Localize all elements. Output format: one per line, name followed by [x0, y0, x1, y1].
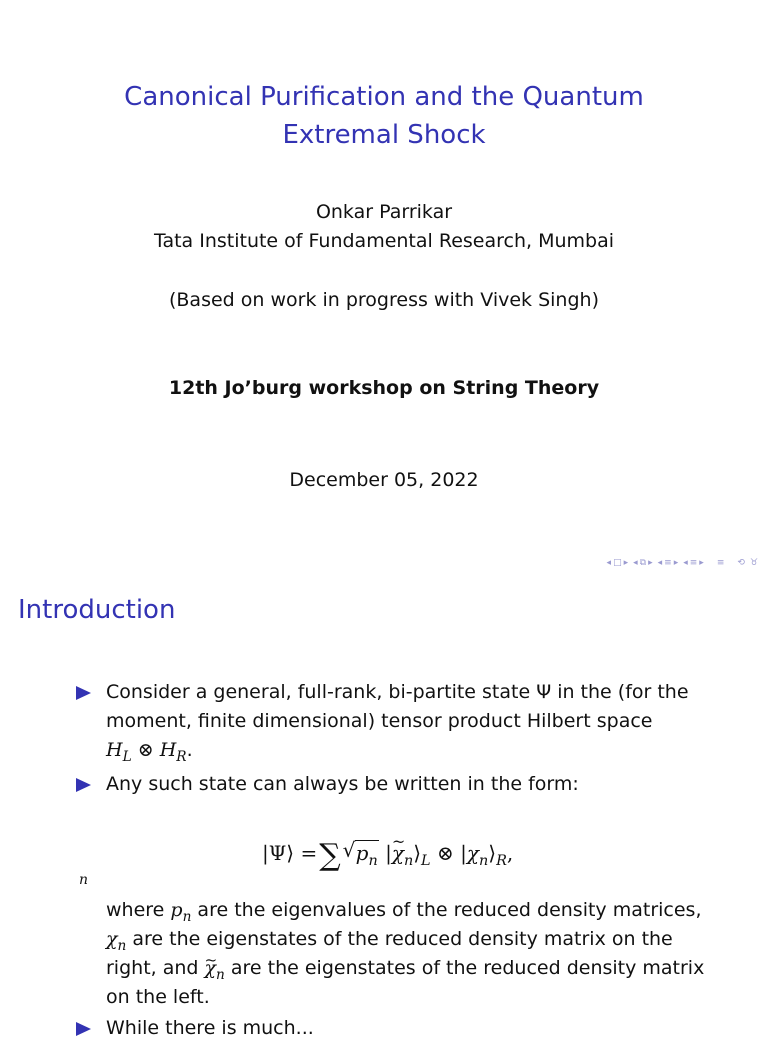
- subsection-prev-icon[interactable]: ◂: [633, 558, 638, 568]
- paragraph-line-1: where $p_n$ are the eigenvalues of the reduced density matrices,: [106, 899, 702, 925]
- bullet-triangle-icon: [76, 1022, 91, 1036]
- collaboration-note: (Based on work in progress with Vivek Singh): [168, 289, 599, 311]
- presentation-title-line-2: Extremal Shock: [282, 120, 486, 150]
- zoom-icon[interactable]: ♉: [749, 558, 758, 568]
- table-of-contents-icon[interactable]: ≡: [716, 558, 725, 568]
- paragraph-line-4: on the left.: [106, 986, 210, 1008]
- search-back-icon[interactable]: ⟲: [737, 558, 745, 568]
- explanation-paragraph: [106, 896, 736, 1012]
- bullet-3-text: While there is much...: [106, 1017, 314, 1039]
- bullet-triangle-icon: [76, 686, 91, 700]
- paragraph-line-3: right, and ~ $\chi_n$ are the eigenstates of the reduced density matrix: [106, 954, 736, 983]
- frame-title: Introduction: [18, 595, 176, 625]
- section-next-icon[interactable]: ▸: [673, 558, 679, 568]
- bullet-triangle-icon: [76, 778, 91, 792]
- bullet-1-line-1: Consider a general, full-rank, bi-partite state Ψ in the (for the: [106, 681, 689, 703]
- subsection-icon[interactable]: ⧉: [639, 558, 647, 568]
- frame-next-icon[interactable]: ▸: [623, 558, 629, 568]
- frame-nav: [607, 558, 629, 568]
- bullet-1-line-3-math: $H_L$ ⊗ $H_R$.: [106, 739, 193, 765]
- bullet-1-line-2: moment, finite dimensional) tensor product Hilbert space: [106, 710, 653, 732]
- presentation-date: December 05, 2022: [289, 469, 479, 491]
- beamer-navigation-bar: [607, 556, 758, 570]
- event-name: 12th Jo’burg workshop on String Theory: [168, 377, 600, 399]
- section-icon[interactable]: ≡: [664, 558, 672, 568]
- bullet-item-3: [76, 1014, 726, 1043]
- introduction-slide: [0, 576, 768, 1039]
- part-nav: [683, 558, 704, 568]
- part-prev-icon[interactable]: ◂: [683, 558, 688, 568]
- section-nav: [658, 558, 679, 568]
- presentation-title-line-1: Canonical Purification and the Quantum: [124, 82, 644, 112]
- part-icon[interactable]: ≡: [689, 558, 698, 568]
- schmidt-decomposition-equation: |Ψ⟩ =∑√ $p_n$ |~ $\chi_n⟩_L$ ⊗ $|\chi_n⟩_R$, n: [0, 834, 768, 886]
- paragraph-line-2: $\chi_n$ are the eigenstates of the reduced density matrix on the: [106, 928, 673, 954]
- bullet-item-2: [76, 770, 726, 799]
- author-name: Onkar Parrikar: [315, 201, 453, 223]
- section-prev-icon[interactable]: ◂: [657, 558, 663, 568]
- author-affiliation: Tata Institute of Fundamental Research, Mumbai: [153, 230, 615, 252]
- frame-prev-icon[interactable]: ◂: [606, 558, 612, 568]
- frame-icon[interactable]: □: [613, 558, 622, 568]
- subsection-next-icon[interactable]: ▸: [648, 558, 653, 568]
- bullet-item-1: [76, 678, 726, 765]
- subsection-nav: [633, 558, 653, 568]
- part-next-icon[interactable]: ▸: [699, 558, 704, 568]
- bullet-2-text: Any such state can always be written in the form:: [106, 773, 579, 795]
